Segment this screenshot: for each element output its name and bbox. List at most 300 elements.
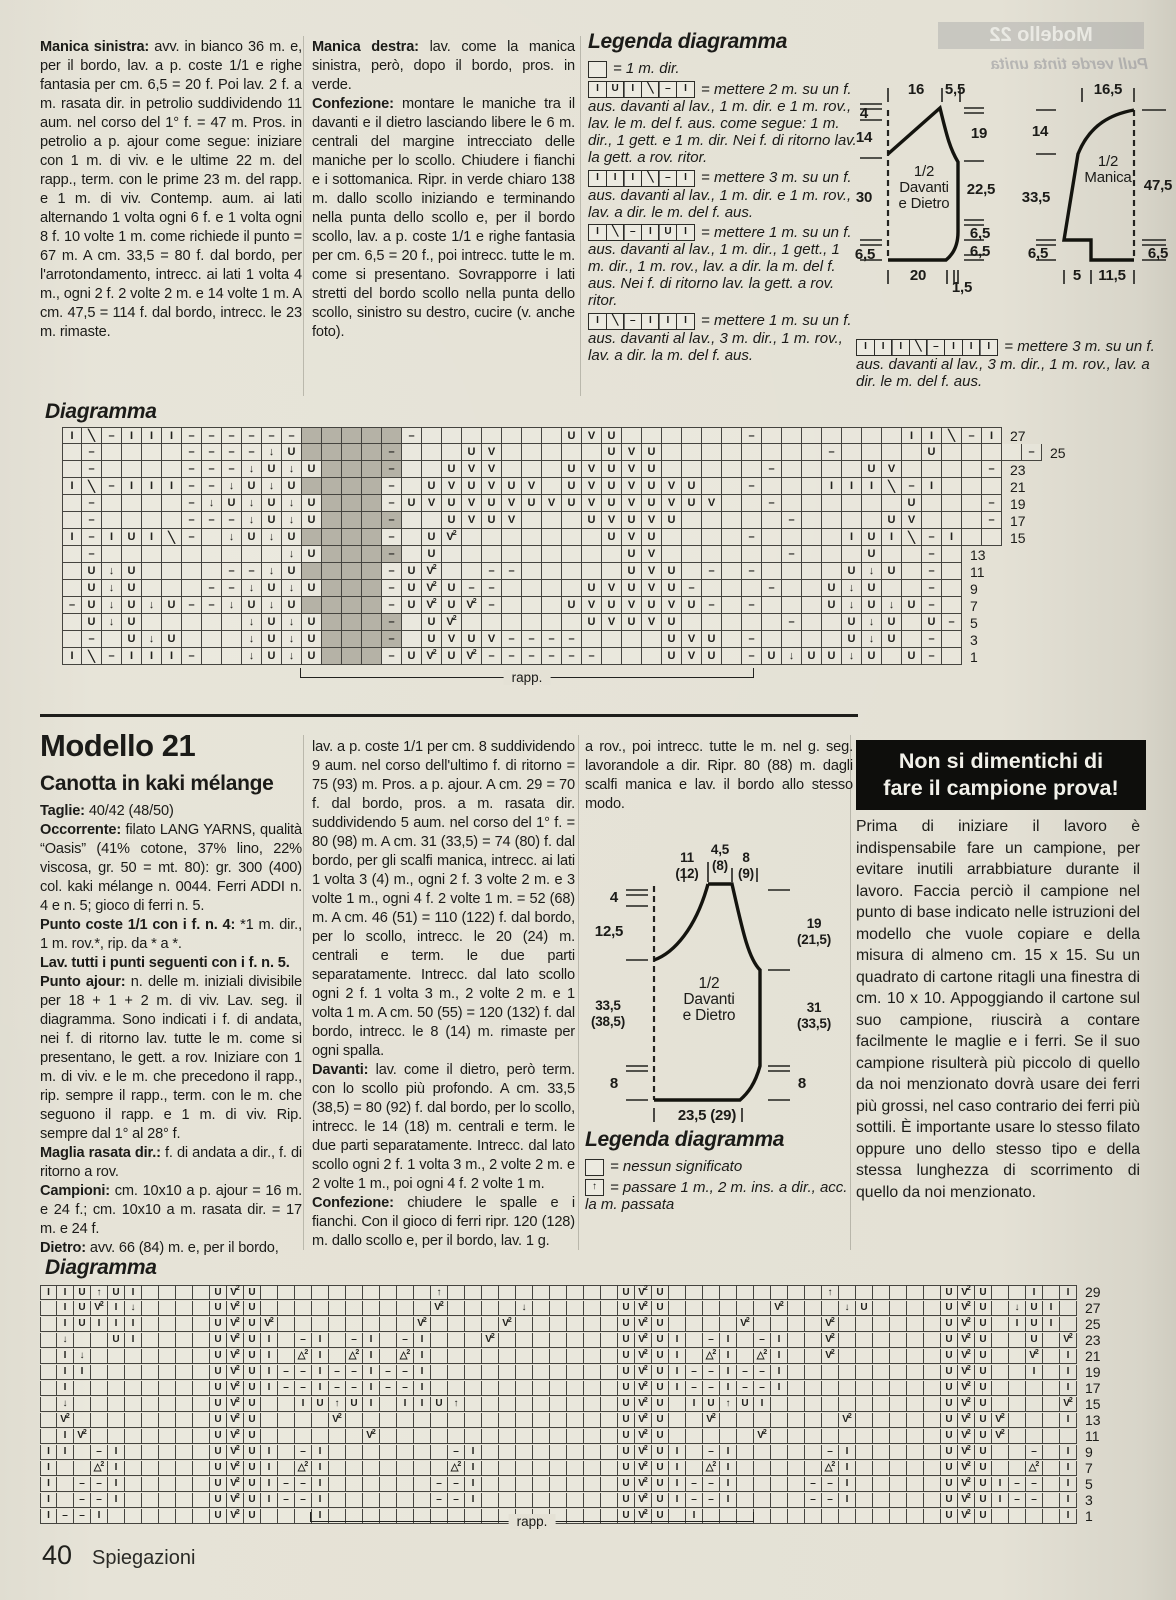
chart-cell: V 2 [635,1429,652,1444]
chart-cell [856,1285,873,1300]
chart-cell [802,444,822,461]
chart-cell [91,1365,108,1380]
chart-cell [295,1429,312,1444]
chart-cell: ↓ [282,614,302,631]
chart-cell [682,512,702,529]
chart-cell [907,1509,924,1524]
chart-cell: U [622,546,642,563]
chart-cell [482,614,502,631]
chart-cell: ↓ [125,1301,142,1316]
chart-cell: – [182,529,202,546]
chart-row [62,512,1066,529]
chart-cell [942,478,962,495]
legend-symbol-cell [588,61,607,78]
measure-right: 8 [797,1075,807,1092]
legend-symbol-cell: – [926,339,945,356]
chart-cell: U [618,1413,635,1428]
chart-cell [662,461,682,478]
chart-cell [992,1317,1009,1332]
chart-cell: – [91,1445,108,1460]
chart-cell [924,1477,941,1492]
chart-cell: U [242,478,262,495]
measure-right: 19 [970,125,988,142]
chart-cell [873,1301,890,1316]
chart-cell [176,1477,193,1492]
chart-cell: U [662,631,682,648]
chart-cell: U [618,1461,635,1476]
chart-cell [890,1349,907,1364]
chart-cell: ↓ [242,580,262,597]
chart-cell [839,1349,856,1364]
chart-cell [922,512,942,529]
chart-cell [499,1349,516,1364]
chart-cell: U [703,1397,720,1412]
chart-cell: U [210,1397,227,1412]
chart-cell [516,1397,533,1412]
chart-cell [962,495,982,512]
rapp-label: rapp. [504,670,551,685]
chart-cell [682,546,702,563]
chart-cell [550,1285,567,1300]
chart-cell [669,1413,686,1428]
chart-cell [722,427,742,444]
chart-cell: – [295,1381,312,1396]
chart-cell: I [74,1365,91,1380]
chart-cell: I [669,1461,686,1476]
chart-cell [159,1365,176,1380]
chart-cell [550,1493,567,1508]
legend-symbol [588,170,695,187]
chart-cell [74,1413,91,1428]
legend-symbol [585,1179,604,1196]
chart-cell: △ 2 [397,1349,414,1364]
chart-cell [261,1429,278,1444]
model21-column-2 [312,738,575,1251]
chart-cell: – [742,648,762,665]
chart-cell: I [414,1333,431,1348]
chart-cell [125,1477,142,1492]
chart-cell: V 2 [227,1317,244,1332]
chart-cell [278,1461,295,1476]
chart-cell: V 2 [227,1509,244,1524]
chart-cell: V [622,444,642,461]
chart-cell [822,614,842,631]
chart-cell [805,1365,822,1380]
chart-cell [856,1429,873,1444]
chart-cell: V 2 [635,1301,652,1316]
chart-cell: I [122,648,142,665]
chart-cell [788,1493,805,1508]
chart-cell [176,1429,193,1444]
chart-cell: – [582,648,602,665]
chart-cell [902,614,922,631]
chart-cell: U [882,631,902,648]
chart-cell [142,495,162,512]
chart-cell [924,1301,941,1316]
chart-cell: – [82,529,102,546]
chart-cell: I [922,427,942,444]
chart-cell [182,563,202,580]
chart-cell [342,563,362,580]
chart-cell [839,1285,856,1300]
chart-cell: I [771,1365,788,1380]
chart-cell: – [380,1381,397,1396]
chart-cell: I [57,1349,74,1364]
chart-cell: U [108,1333,125,1348]
measure-right [788,916,840,948]
chart-cell: U [975,1445,992,1460]
legend-symbol-cell: – [658,170,677,187]
chart-cell [542,563,562,580]
chart-cell: I [295,1397,312,1412]
chart-cell [302,529,322,546]
chart-row-number: 11 [1085,1428,1100,1444]
chart-cell [162,444,182,461]
chart-cell [322,495,342,512]
chart-cell [982,478,1002,495]
chart-cell: – [448,1445,465,1460]
chart-cell: V 2 [482,1333,499,1348]
chart-cell: I [261,1365,278,1380]
chart-cell: U [975,1477,992,1492]
chart-cell: U [402,597,422,614]
chart-cell: I [62,529,82,546]
chart-cell: V [642,614,662,631]
chart-cell [562,614,582,631]
chart-cell [462,427,482,444]
chart-row [62,444,1066,461]
chart-cell [682,529,702,546]
chart-cell [329,1333,346,1348]
chart-cell: U [902,495,922,512]
chart-cell: U [302,580,322,597]
legend-text: = passare 1 m., 2 m. ins. a dir., acc. la m. passata [585,1178,848,1214]
chart-cell: – [202,580,222,597]
chart-cell: U [442,580,462,597]
chart-cell: – [962,427,982,444]
chart-cell: ↓ [142,597,162,614]
chart-cell: – [742,427,762,444]
chart-cell [771,1493,788,1508]
chart-cell: U [82,563,102,580]
chart-cell: U [122,631,142,648]
chart-cell: I [363,1365,380,1380]
chart-cell [142,1333,159,1348]
chart-cell: V 2 [422,597,442,614]
legend-items [856,338,1168,390]
chart-cell [322,648,342,665]
chart-cell: U [652,1365,669,1380]
chart-cell: I [414,1365,431,1380]
chart-row-number: 9 [1085,1444,1093,1460]
chart-row-number: 15 [1010,529,1026,546]
chart-cell [542,529,562,546]
chart-cell: V [622,495,642,512]
chart-cell [902,563,922,580]
chart-cell [754,1285,771,1300]
legend-symbol-cell: I [856,339,875,356]
chart-row [40,1476,1101,1492]
chart-cell [516,1349,533,1364]
chart-cell: V 2 [958,1493,975,1508]
chart-cell [771,1413,788,1428]
chart-cell: V [642,563,662,580]
chart-cell [782,529,802,546]
chart-cell: U [122,529,142,546]
chart-cell [567,1445,584,1460]
legend-title: Legenda diagramma [588,30,788,53]
chart-cell [302,478,322,495]
chart-cell: U [602,597,622,614]
chart-cell: I [57,1285,74,1300]
chart-cell [363,1285,380,1300]
chart-cell: U [652,1317,669,1332]
chart-cell: ↑ [448,1397,465,1412]
chart-cell [516,1445,533,1460]
chart-cell [567,1365,584,1380]
chart-cell [737,1477,754,1492]
chart-cell [686,1349,703,1364]
legend-symbol-cell: I [962,339,981,356]
legend-diagramma-2 [585,1128,857,1216]
chart-cell: U [442,495,462,512]
chart-cell: U [582,614,602,631]
paragraph: Confezione: chiudere le spalle e i fianchi. Con il gioco di ferri ripr. 120 (128) m. dallo scollo e, per il bordo, lav. 1 g. [312,1195,576,1249]
legend-diagramma-1 [588,30,860,367]
chart-cell: U [242,597,262,614]
chart-cell: U [652,1397,669,1412]
paragraph: Dietro: avv. 66 (84) m. e, per il bordo, [40,1240,279,1256]
chart-cell [465,1317,482,1332]
chart-cell [1026,1381,1043,1396]
measure-left: 14 [1031,123,1049,140]
chart-cell: ╲ [942,427,962,444]
chart-cell [329,1301,346,1316]
chart-cell [261,1285,278,1300]
chart-cell: U [302,495,322,512]
chart-cell: U [74,1317,91,1332]
chart-cell [302,597,322,614]
chart-cell [502,427,522,444]
chart-cell: I [261,1349,278,1364]
chart-cell: ↓ [262,563,282,580]
legend-symbol-cell: I [676,224,695,241]
chart-cell: U [262,648,282,665]
chart-cell: U [662,563,682,580]
chart-cell [992,1397,1009,1412]
chart-cell [522,512,542,529]
chart-cell [924,1429,941,1444]
chart-cell: I [839,1477,856,1492]
chart-cell: U [975,1285,992,1300]
chart-cell: – [686,1493,703,1508]
chart-cell: U [422,631,442,648]
chart-cell [533,1317,550,1332]
chart-cell: U [262,631,282,648]
chart-cell: U [662,512,682,529]
chart-cell [873,1461,890,1476]
chart-cell [295,1301,312,1316]
chart-cell: V 2 [227,1285,244,1300]
measure-left: 33,5 [1021,189,1051,206]
chart-cell [329,1429,346,1444]
chart-cell [329,1477,346,1492]
chart-cell: V 2 [227,1397,244,1412]
chart-cell: I [40,1477,57,1492]
chart-cell: U [282,597,302,614]
chart-cell: U [941,1493,958,1508]
chart-cell [550,1445,567,1460]
chart-cell [57,1461,74,1476]
chart-cell [562,580,582,597]
chart-cell: – [182,461,202,478]
chart-cell [362,631,382,648]
chart-cell: ↓ [202,495,222,512]
chart-cell [873,1397,890,1412]
chart-cell [856,1381,873,1396]
chart-cell [762,427,782,444]
chart-cell: U [902,597,922,614]
chart-cell [312,1285,329,1300]
chart-cell [890,1413,907,1428]
chart-cell: I [669,1445,686,1460]
chart-cell: – [1022,444,1042,461]
chart-cell [722,580,742,597]
chart-cell: U [882,512,902,529]
chart-cell [346,1413,363,1428]
chart-cell: △ 2 [1026,1461,1043,1476]
chart-cell: U [210,1349,227,1364]
chart-cell [342,648,362,665]
chart-cell [805,1509,822,1524]
chart-cell [322,529,342,546]
paragraph: Manica sinistra: avv. in bianco 36 m. e, per il bordo, lav. a p. coste 1/1 e righe fantasia per cm. 6,5 = 20 f. Poi lav. 2 f. a m. rasata dir. in petrolio suddividendo 11 aum. nel corso del 1° f. = 47 m. Pros. in petrolio a p. ajour come segue: iniziare con 1 m. di viv. e le ultime 22 m. del rapp., term. con le prime 23 m. del rapp. e 1 m. di viv. Contemp. aum. ai lati alternando 1 volta ogni 6 f. e 1 volta ogni 8 f. 10 volte 1 m. come richiede il punto = 67 m. A cm. 33,5 = 80 f. dal bordo, per l'arrotondamento, intrecc. ai lati 1 volta 4 m., ogni 2 f. 2 volte 2 m. e 14 volte 1 m. A cm. 47,5 = 114 f. dal bordo, intrecc. le 23 m. rimaste. [40,39,302,340]
chart-cell: – [380,1365,397,1380]
chart-cell: U [262,614,282,631]
chart-cell: △ 2 [754,1349,771,1364]
chart-cell [499,1365,516,1380]
chart-cell [642,648,662,665]
chart-cell [669,1429,686,1444]
chart-cell [856,1397,873,1412]
chart-cell: – [202,512,222,529]
chart-cell [682,563,702,580]
chart-cell [907,1461,924,1476]
chart-cell [622,631,642,648]
legend-symbol-cell: U [658,224,677,241]
chart-cell: I [91,1317,108,1332]
chart-cell [771,1477,788,1492]
chart-cell [465,1413,482,1428]
chart-cell [363,1317,380,1332]
chart-cell: I [862,478,882,495]
chart-cell [1009,1333,1026,1348]
chart-cell [782,427,802,444]
chart-cell [805,1349,822,1364]
chart-cell [322,444,342,461]
chart-cell [902,461,922,478]
measure-right: 47,5 [1143,177,1173,194]
chart-cell: – [382,580,402,597]
chart-cell [176,1445,193,1460]
chart-cell: U [975,1301,992,1316]
chart-cell: U [244,1461,261,1476]
legend-symbol-cell: ╲ [909,339,928,356]
chart-cell [499,1429,516,1444]
chart-cell [742,461,762,478]
chart-cell [1043,1429,1060,1444]
chart-cell [602,546,622,563]
chart-cell [1060,1317,1077,1332]
chart-cell: – [382,461,402,478]
chart-cell: V 2 [703,1413,720,1428]
chart-cell [762,512,782,529]
chart-cell: – [562,648,582,665]
chart-cell: U [662,648,682,665]
chart-row [62,614,1066,631]
chart-cell: – [346,1365,363,1380]
section-divider [40,714,858,717]
paragraph: Davanti: lav. come il dietro, però term. con lo scollo più profondo. A cm. 33,5 (38,5) = 80 (92) f. dal bordo, per lo scollo, intrecc. le 14 (18) m. centrali e term. le due parti separatamente. Intrecc. dal lato scollo ogni 2 f. 1 volta 3 m., 2 volte 2 m. e 2 volte 1 m., poi ogni 4 f. 2 volte 1 m. [312,1062,575,1192]
chart-cell: U [652,1301,669,1316]
chart-cell: U [652,1349,669,1364]
chart-cell [924,1381,941,1396]
chart-cell [62,614,82,631]
chart-cell: U [652,1477,669,1492]
chart-cell [737,1301,754,1316]
chart-cell [907,1349,924,1364]
chart-cell: U [82,597,102,614]
chart-cell: – [742,529,762,546]
chart-cell: U [562,495,582,512]
chart-row-number: 7 [1085,1460,1093,1476]
chart-cell [102,461,122,478]
chart-row-number: 11 [970,563,985,580]
chart-cell: U [802,648,822,665]
chart-cell [329,1285,346,1300]
chart-cell [482,1477,499,1492]
chart-cell [362,461,382,478]
chart-cell: U [462,631,482,648]
chart-cell [1043,1461,1060,1476]
chart-cell: V 2 [958,1461,975,1476]
chart-cell [873,1445,890,1460]
chart-cell [924,1333,941,1348]
chart-cell: – [182,648,202,665]
chart-cell [924,1349,941,1364]
schematic-pull [850,62,1176,322]
chart-cell: – [402,427,422,444]
chart-cell: U [210,1365,227,1380]
chart-cell [222,648,242,665]
chart-cell [788,1285,805,1300]
chart-cell [567,1301,584,1316]
chart-cell: V [422,495,442,512]
chart-cell: V [482,461,502,478]
chart-cell: – [222,512,242,529]
chart-cell: U [402,495,422,512]
chart-cell [465,1365,482,1380]
chart-cell: △ 2 [703,1349,720,1364]
chart-cell: V [582,495,602,512]
chart-cell: U [975,1493,992,1508]
label-line: (12) [675,866,699,881]
chart-cell [907,1413,924,1428]
legend-symbol-cell: I [641,224,660,241]
chart-cell [686,1285,703,1300]
measure-left: 6,5 [1027,245,1049,262]
chart-cell [329,1445,346,1460]
